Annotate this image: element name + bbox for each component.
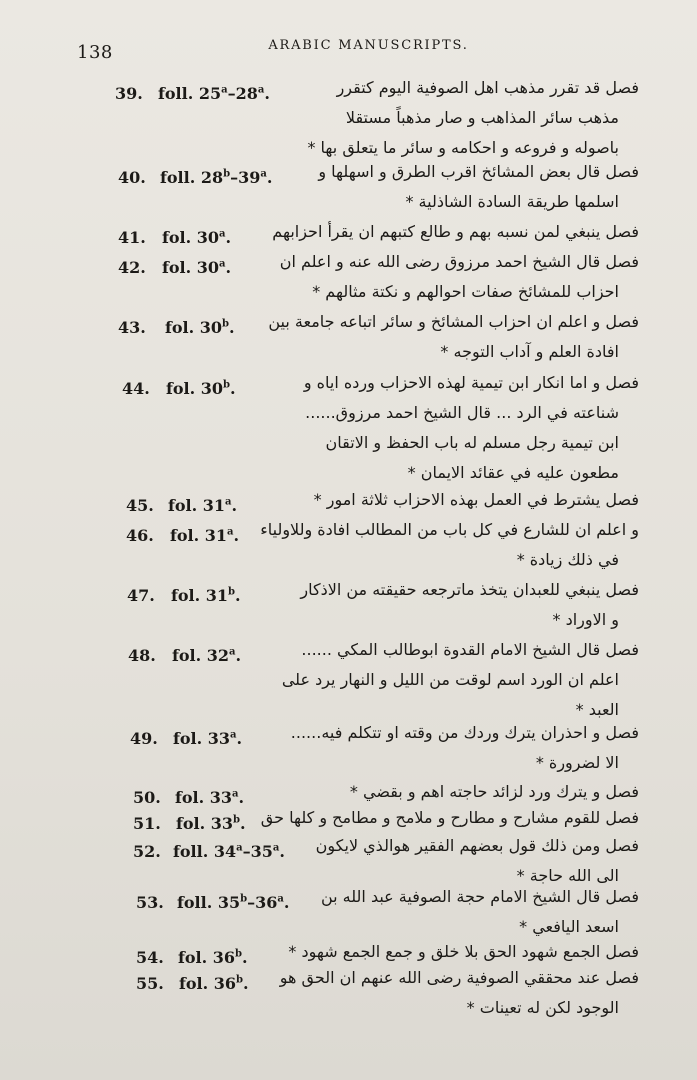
entry-number: 55. bbox=[136, 974, 164, 993]
folio-reference: fol. 31$^a$. bbox=[170, 526, 240, 545]
entry-number: 49. bbox=[130, 729, 158, 748]
arabic-text-line: الوجود لكن له تعينات * bbox=[466, 998, 619, 1017]
arabic-text-line: فصل قال الشيخ الامام حجة الصوفية عبد الله بن bbox=[320, 887, 639, 906]
entry-number: 42. bbox=[118, 258, 146, 277]
entry-number: 44. bbox=[122, 379, 150, 398]
folio-reference: fol. 31$^a$. bbox=[168, 496, 238, 515]
arabic-text-line: فصل عند محققي الصوفية رضى الله عنهم ان الحق هو bbox=[279, 968, 639, 987]
folio-reference: foll. 35$^b$–36$^a$. bbox=[177, 893, 290, 912]
folio-reference: fol. 30$^b$. bbox=[166, 379, 236, 398]
arabic-text-line: فصل الجمع شهود الحق بلا خلق و جمع الجمع شهود * bbox=[288, 942, 639, 961]
folio-reference: fol. 30$^a$. bbox=[162, 258, 232, 277]
entry-number: 40. bbox=[118, 168, 146, 187]
entry-number: 43. bbox=[118, 318, 146, 337]
arabic-text-line: باصوله و فروعه و احكامه و سائر ما يتعلق بها * bbox=[307, 138, 619, 157]
arabic-text-line: شناعته في الرد ... قال الشيخ احمد مرزوق...... bbox=[305, 403, 619, 422]
entry-number: 53. bbox=[136, 893, 164, 912]
arabic-text-line: فصل و اعلم ان احزاب المشائخ و سائر اتباعه جامعة بين bbox=[268, 312, 639, 331]
entry-number: 47. bbox=[127, 586, 155, 605]
arabic-text-line: فصل للقوم مشارح و مطارح و ملامح و مطامح و كلها حق bbox=[260, 808, 639, 827]
arabic-text-line: ابن تيمية رجل مسلم له باب الحفظ و الاتقان bbox=[325, 433, 619, 452]
folio-reference: foll. 34$^a$–35$^a$. bbox=[173, 842, 285, 861]
arabic-text-line: فصل قال الشيخ احمد مرزوق رضى الله عنه و اعلم ان bbox=[279, 252, 639, 271]
entry-number: 46. bbox=[126, 526, 154, 545]
folio-reference: fol. 32$^a$. bbox=[172, 646, 242, 665]
entry-number: 41. bbox=[118, 228, 146, 247]
arabic-text-line: الى الله حاجة * bbox=[516, 866, 619, 885]
entry-number: 45. bbox=[126, 496, 154, 515]
arabic-text-line: اسعد اليافعي * bbox=[519, 917, 619, 936]
arabic-text-line: فصل قال الشيخ الامام القدوة ابوطالب المكي ...... bbox=[301, 640, 639, 659]
arabic-text-line: فصل قال بعض المشائخ اقرب الطرق و اسهلها و bbox=[318, 162, 639, 181]
entry-number: 48. bbox=[128, 646, 156, 665]
entry-number: 51. bbox=[133, 814, 161, 833]
arabic-text-line: افادة العلم و آداب التوجه * bbox=[440, 342, 619, 361]
folio-reference: fol. 36$^b$. bbox=[179, 974, 249, 993]
arabic-text-line: فصل و احذران يترك وردك من وقته او تتكلم فيه...... bbox=[290, 723, 639, 742]
entry-number: 39. bbox=[115, 84, 143, 103]
arabic-text-line: في ذلك زيادة * bbox=[516, 550, 619, 569]
arabic-text-line: احزاب للمشائخ صفات احوالهم و نكتة مثالهم * bbox=[312, 282, 619, 301]
entry-number: 50. bbox=[133, 788, 161, 807]
arabic-text-line: فصل ينبغي للعبدان يتخذ ماترجعه حقيقته من الاذكار bbox=[300, 580, 639, 599]
folio-reference: foll. 28$^b$–39$^a$. bbox=[160, 168, 273, 187]
arabic-text-line: اعلم ان الورد اسم لوقت من الليل و النهار يرد على bbox=[281, 670, 619, 689]
arabic-text-line: مذهب سائر المذاهب و صار مذهباً مستقلا bbox=[345, 108, 619, 127]
folio-reference: fol. 33$^a$. bbox=[175, 788, 245, 807]
arabic-text-line: اسلمها طريقة السادة الشاذلية * bbox=[405, 192, 619, 211]
folio-reference: fol. 36$^b$. bbox=[178, 948, 248, 967]
arabic-text-line: مطعون عليه في عقائد الايمان * bbox=[407, 463, 619, 482]
arabic-text-line: و الاوراد * bbox=[552, 610, 619, 629]
folio-reference: foll. 25$^a$–28$^a$. bbox=[158, 84, 270, 103]
folio-reference: fol. 33$^a$. bbox=[173, 729, 243, 748]
entry-number: 54. bbox=[136, 948, 164, 967]
arabic-text-line: العبد * bbox=[575, 700, 619, 719]
arabic-text-line: فصل ومن ذلك قول بعضهم الفقير هوالذي لايكون bbox=[315, 836, 639, 855]
folio-reference: fol. 30$^a$. bbox=[162, 228, 232, 247]
entry-number: 52. bbox=[133, 842, 161, 861]
folio-reference: fol. 33$^b$. bbox=[176, 814, 246, 833]
folio-reference: fol. 30$^b$. bbox=[165, 318, 235, 337]
page-number: 138 bbox=[77, 42, 113, 63]
running-title: ARABIC MANUSCRIPTS. bbox=[268, 38, 469, 53]
arabic-text-line: و اعلم ان للشارع في كل باب من المطالب افادة وللاولياء bbox=[260, 520, 639, 539]
arabic-text-line: الا لضرورة * bbox=[535, 753, 619, 772]
arabic-text-line: فصل قد تقرر مذهب اهل الصوفية اليوم كتقرر bbox=[336, 78, 639, 97]
arabic-text-line: فصل ينبغي لمن نسبه بهم و طالع كتبهم ان يقرأ احزابهم bbox=[272, 222, 639, 241]
arabic-text-line: فصل يشترط في العمل بهذه الاحزاب ثلاثة امور * bbox=[313, 490, 639, 509]
folio-reference: fol. 31$^b$. bbox=[171, 586, 241, 605]
arabic-text-line: فصل و يترك ورد لزائد حاجته اهم و بقضي * bbox=[349, 782, 639, 801]
arabic-text-line: فصل و اما انكار ابن تيمية لهذه الاحزاب ورده اياه و bbox=[303, 373, 639, 392]
